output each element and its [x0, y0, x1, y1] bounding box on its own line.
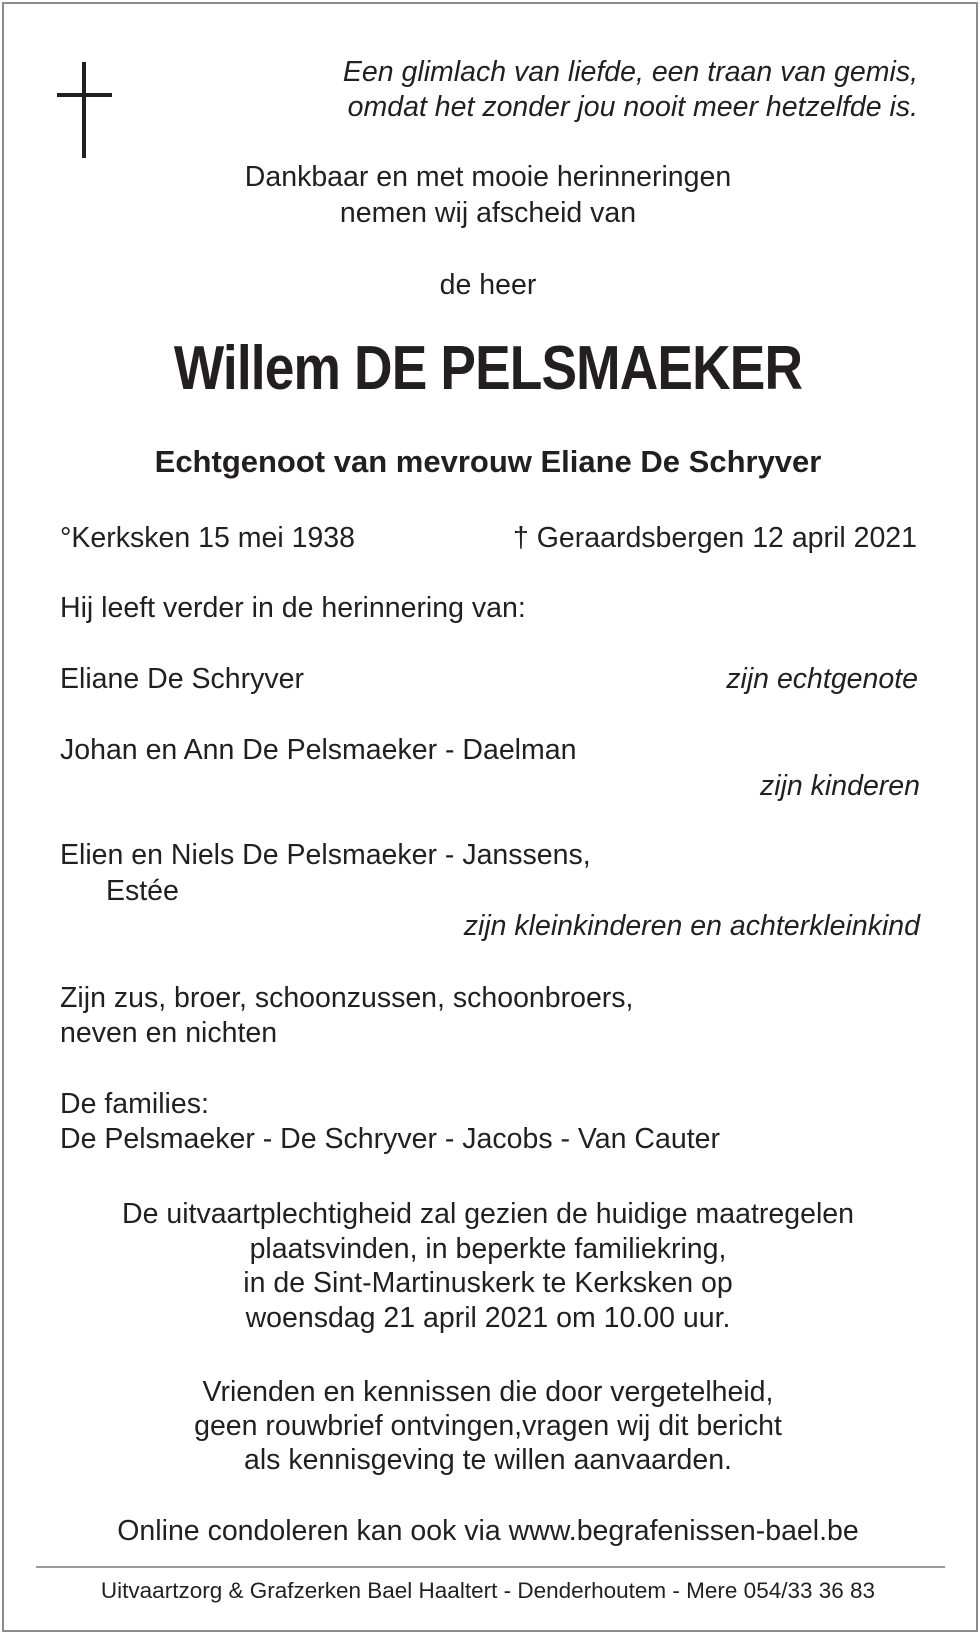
ceremony-line: plaatsvinden, in beperkte familiekring, — [249, 1233, 727, 1265]
mourner-relation: zijn kinderen — [759, 770, 920, 802]
mourner-name: Eliane De Schryver — [60, 663, 304, 695]
ceremony-line: woensdag 21 april 2021 om 10.00 uur. — [245, 1302, 731, 1334]
notice-line: geen rouwbrief ontvingen,vragen wij dit bericht — [194, 1410, 782, 1442]
death-info: † Geraardsbergen 12 april 2021 — [512, 522, 917, 554]
ceremony-line: in de Sint-Martinuskerk te Kerksken op — [243, 1267, 733, 1299]
mourner-name: Elien en Niels De Pelsmaeker - Janssens, — [60, 839, 591, 871]
notice-line: als kennisgeving te willen aanvaarden. — [244, 1444, 732, 1476]
mourners-heading: Hij leeft verder in de herinnering van: — [60, 592, 526, 624]
funeral-home-footer: Uitvaartzorg & Grafzerken Bael Haaltert - Denderhoutem - Mere 054/33 36 83 — [100, 1578, 876, 1603]
families-heading: De families: — [60, 1088, 209, 1120]
ceremony-line: De uitvaartplechtigheid zal gezien de huidige maatregelen — [122, 1198, 854, 1230]
extended-family-line: Zijn zus, broer, schoonzussen, schoonbroers, — [60, 982, 634, 1014]
intro-line-1: Dankbaar en met mooie herinneringen — [244, 161, 732, 193]
mourner-name: Johan en Ann De Pelsmaeker - Daelman — [60, 734, 577, 766]
mourner-relation: zijn kleinkinderen en achterkleinkind — [463, 910, 920, 942]
extended-family-line: neven en nichten — [60, 1017, 278, 1049]
salutation: de heer — [439, 269, 537, 301]
families-list: De Pelsmaeker - De Schryver - Jacobs - Van Cauter — [60, 1123, 720, 1155]
deceased-name: Willem DE PELSMAEKER — [173, 334, 803, 403]
spouse-line: Echtgenoot van mevrouw Eliane De Schryver — [154, 444, 822, 479]
verse-line-2: omdat het zonder jou nooit meer hetzelfde is. — [347, 91, 918, 123]
footer-divider — [36, 1566, 945, 1568]
mourner-relation: zijn echtgenote — [726, 663, 918, 695]
condolence-line: Online condoleren kan ook via www.begrafenissen-bael.be — [117, 1515, 859, 1547]
birth-info: °Kerksken 15 mei 1938 — [60, 522, 355, 554]
intro-line-2: nemen wij afscheid van — [339, 197, 637, 229]
notice-line: Vrienden en kennissen die door vergetelheid, — [202, 1376, 774, 1408]
mourner-name: Estée — [106, 875, 179, 907]
verse-line-1: Een glimlach van liefde, een traan van gemis, — [342, 56, 918, 88]
